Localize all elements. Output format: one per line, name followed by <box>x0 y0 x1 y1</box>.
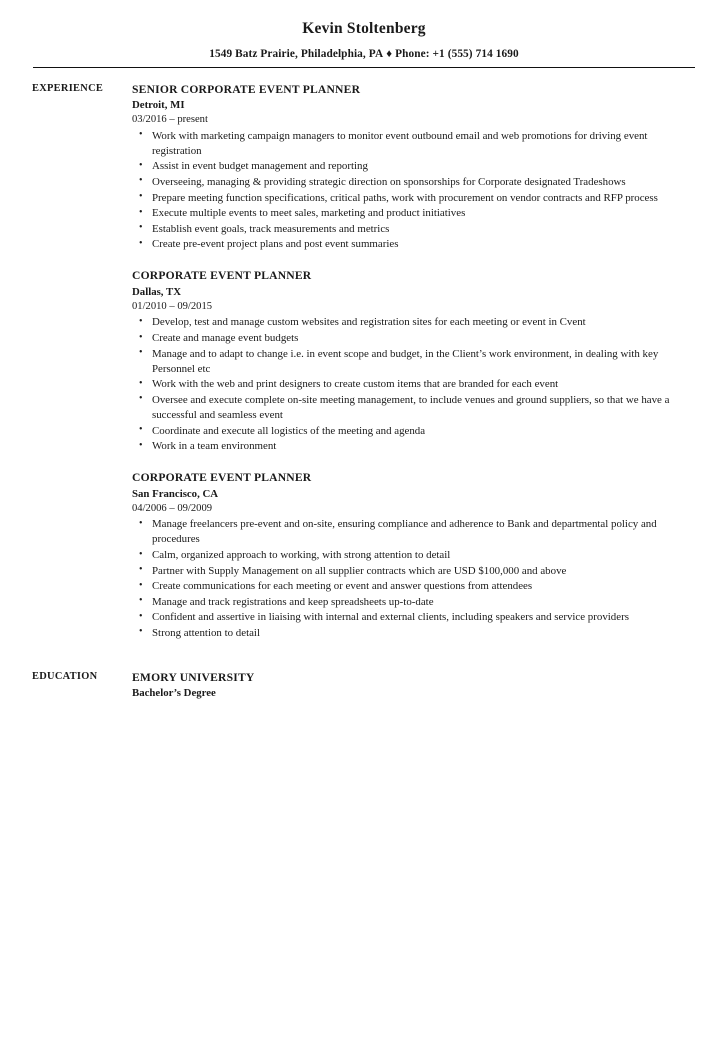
list-item: • Partner with Supply Management on all supplier contracts which are USD $100,000 and above <box>132 564 692 579</box>
degree-name: Bachelor’s Degree <box>132 687 216 700</box>
experience-section <box>0 82 728 642</box>
list-item: • Work in a team environment <box>132 439 692 454</box>
job-dates: 01/2010 – 09/2015 <box>132 301 213 313</box>
job-location: San Francisco, CA <box>132 487 219 500</box>
education-section <box>0 670 728 702</box>
education-content-column <box>132 670 728 702</box>
education-label-column <box>0 670 132 682</box>
list-item: • Assist in event budget management and reporting <box>132 159 692 174</box>
school-name: EMORY UNIVERSITY <box>132 670 255 684</box>
job-location: Detroit, MI <box>132 99 185 112</box>
section-label-education: EDUCATION <box>32 670 98 682</box>
list-item: • Work with the web and print designers to create custom items that are branded for each event <box>132 377 692 392</box>
list-item: • Confident and assertive in liaising with internal and external clients, including speakers and service providers <box>132 610 692 625</box>
list-item: • Calm, organized approach to working, with strong attention to detail <box>132 548 692 563</box>
education-entry <box>132 670 692 702</box>
header-divider <box>33 67 695 68</box>
job-location: Dallas, TX <box>132 286 181 299</box>
diamond-separator-icon: ♦ <box>386 47 393 60</box>
job-responsibility-list <box>132 129 692 253</box>
candidate-name: Kevin Stoltenberg <box>302 20 426 37</box>
experience-entry <box>132 82 692 253</box>
list-item: • Manage and to adapt to change i.e. in event scope and budget, in the Client’s work environment, in dealing with key Personnel etc <box>132 347 692 377</box>
candidate-phone: Phone: +1 (555) 714 1690 <box>395 47 519 60</box>
list-item: • Create and manage event budgets <box>132 331 692 346</box>
job-title: SENIOR CORPORATE EVENT PLANNER <box>132 82 361 96</box>
experience-entry <box>132 470 692 641</box>
list-item: • Create communications for each meeting or event and answer questions from attendees <box>132 579 692 594</box>
job-dates: 03/2016 – present <box>132 114 208 126</box>
job-title: CORPORATE EVENT PLANNER <box>132 471 312 485</box>
experience-content-column <box>132 82 728 642</box>
job-responsibility-list <box>132 315 692 454</box>
list-item: • Prepare meeting function specifications, critical paths, work with procurement on vendor contracts and RFP process <box>132 191 692 206</box>
experience-entry <box>132 268 692 454</box>
list-item: • Execute multiple events to meet sales, marketing and product initiatives <box>132 206 692 221</box>
section-label-experience: EXPERIENCE <box>32 82 104 94</box>
job-responsibility-list <box>132 517 692 641</box>
job-title: CORPORATE EVENT PLANNER <box>132 269 312 283</box>
resume-header <box>0 0 728 68</box>
list-item: • Establish event goals, track measurements and metrics <box>132 222 692 237</box>
list-item: • Develop, test and manage custom websites and registration sites for each meeting or event in Cvent <box>132 315 692 330</box>
list-item: • Oversee and execute complete on-site meeting management, to include venues and ground suppliers, so that we have a successful and seamless event <box>132 393 692 423</box>
list-item: • Manage freelancers pre-event and on-site, ensuring compliance and adherence to Bank and departmental policy and procedures <box>132 517 692 547</box>
candidate-address: 1549 Batz Prairie, Philadelphia, PA <box>209 47 384 60</box>
list-item: • Coordinate and execute all logistics of the meeting and agenda <box>132 424 692 439</box>
list-item: • Strong attention to detail <box>132 626 692 641</box>
list-item: • Work with marketing campaign managers to monitor event outbound email and web promotions for driving event registration <box>132 129 692 159</box>
list-item: • Manage and track registrations and keep spreadsheets up-to-date <box>132 595 692 610</box>
experience-label-column <box>0 82 132 94</box>
contact-line <box>0 48 728 60</box>
list-item: • Create pre-event project plans and post event summaries <box>132 237 692 252</box>
job-dates: 04/2006 – 09/2009 <box>132 503 213 515</box>
list-item: • Overseeing, managing & providing strategic direction on sponsorships for Corporate designated Tradeshows <box>132 175 692 190</box>
